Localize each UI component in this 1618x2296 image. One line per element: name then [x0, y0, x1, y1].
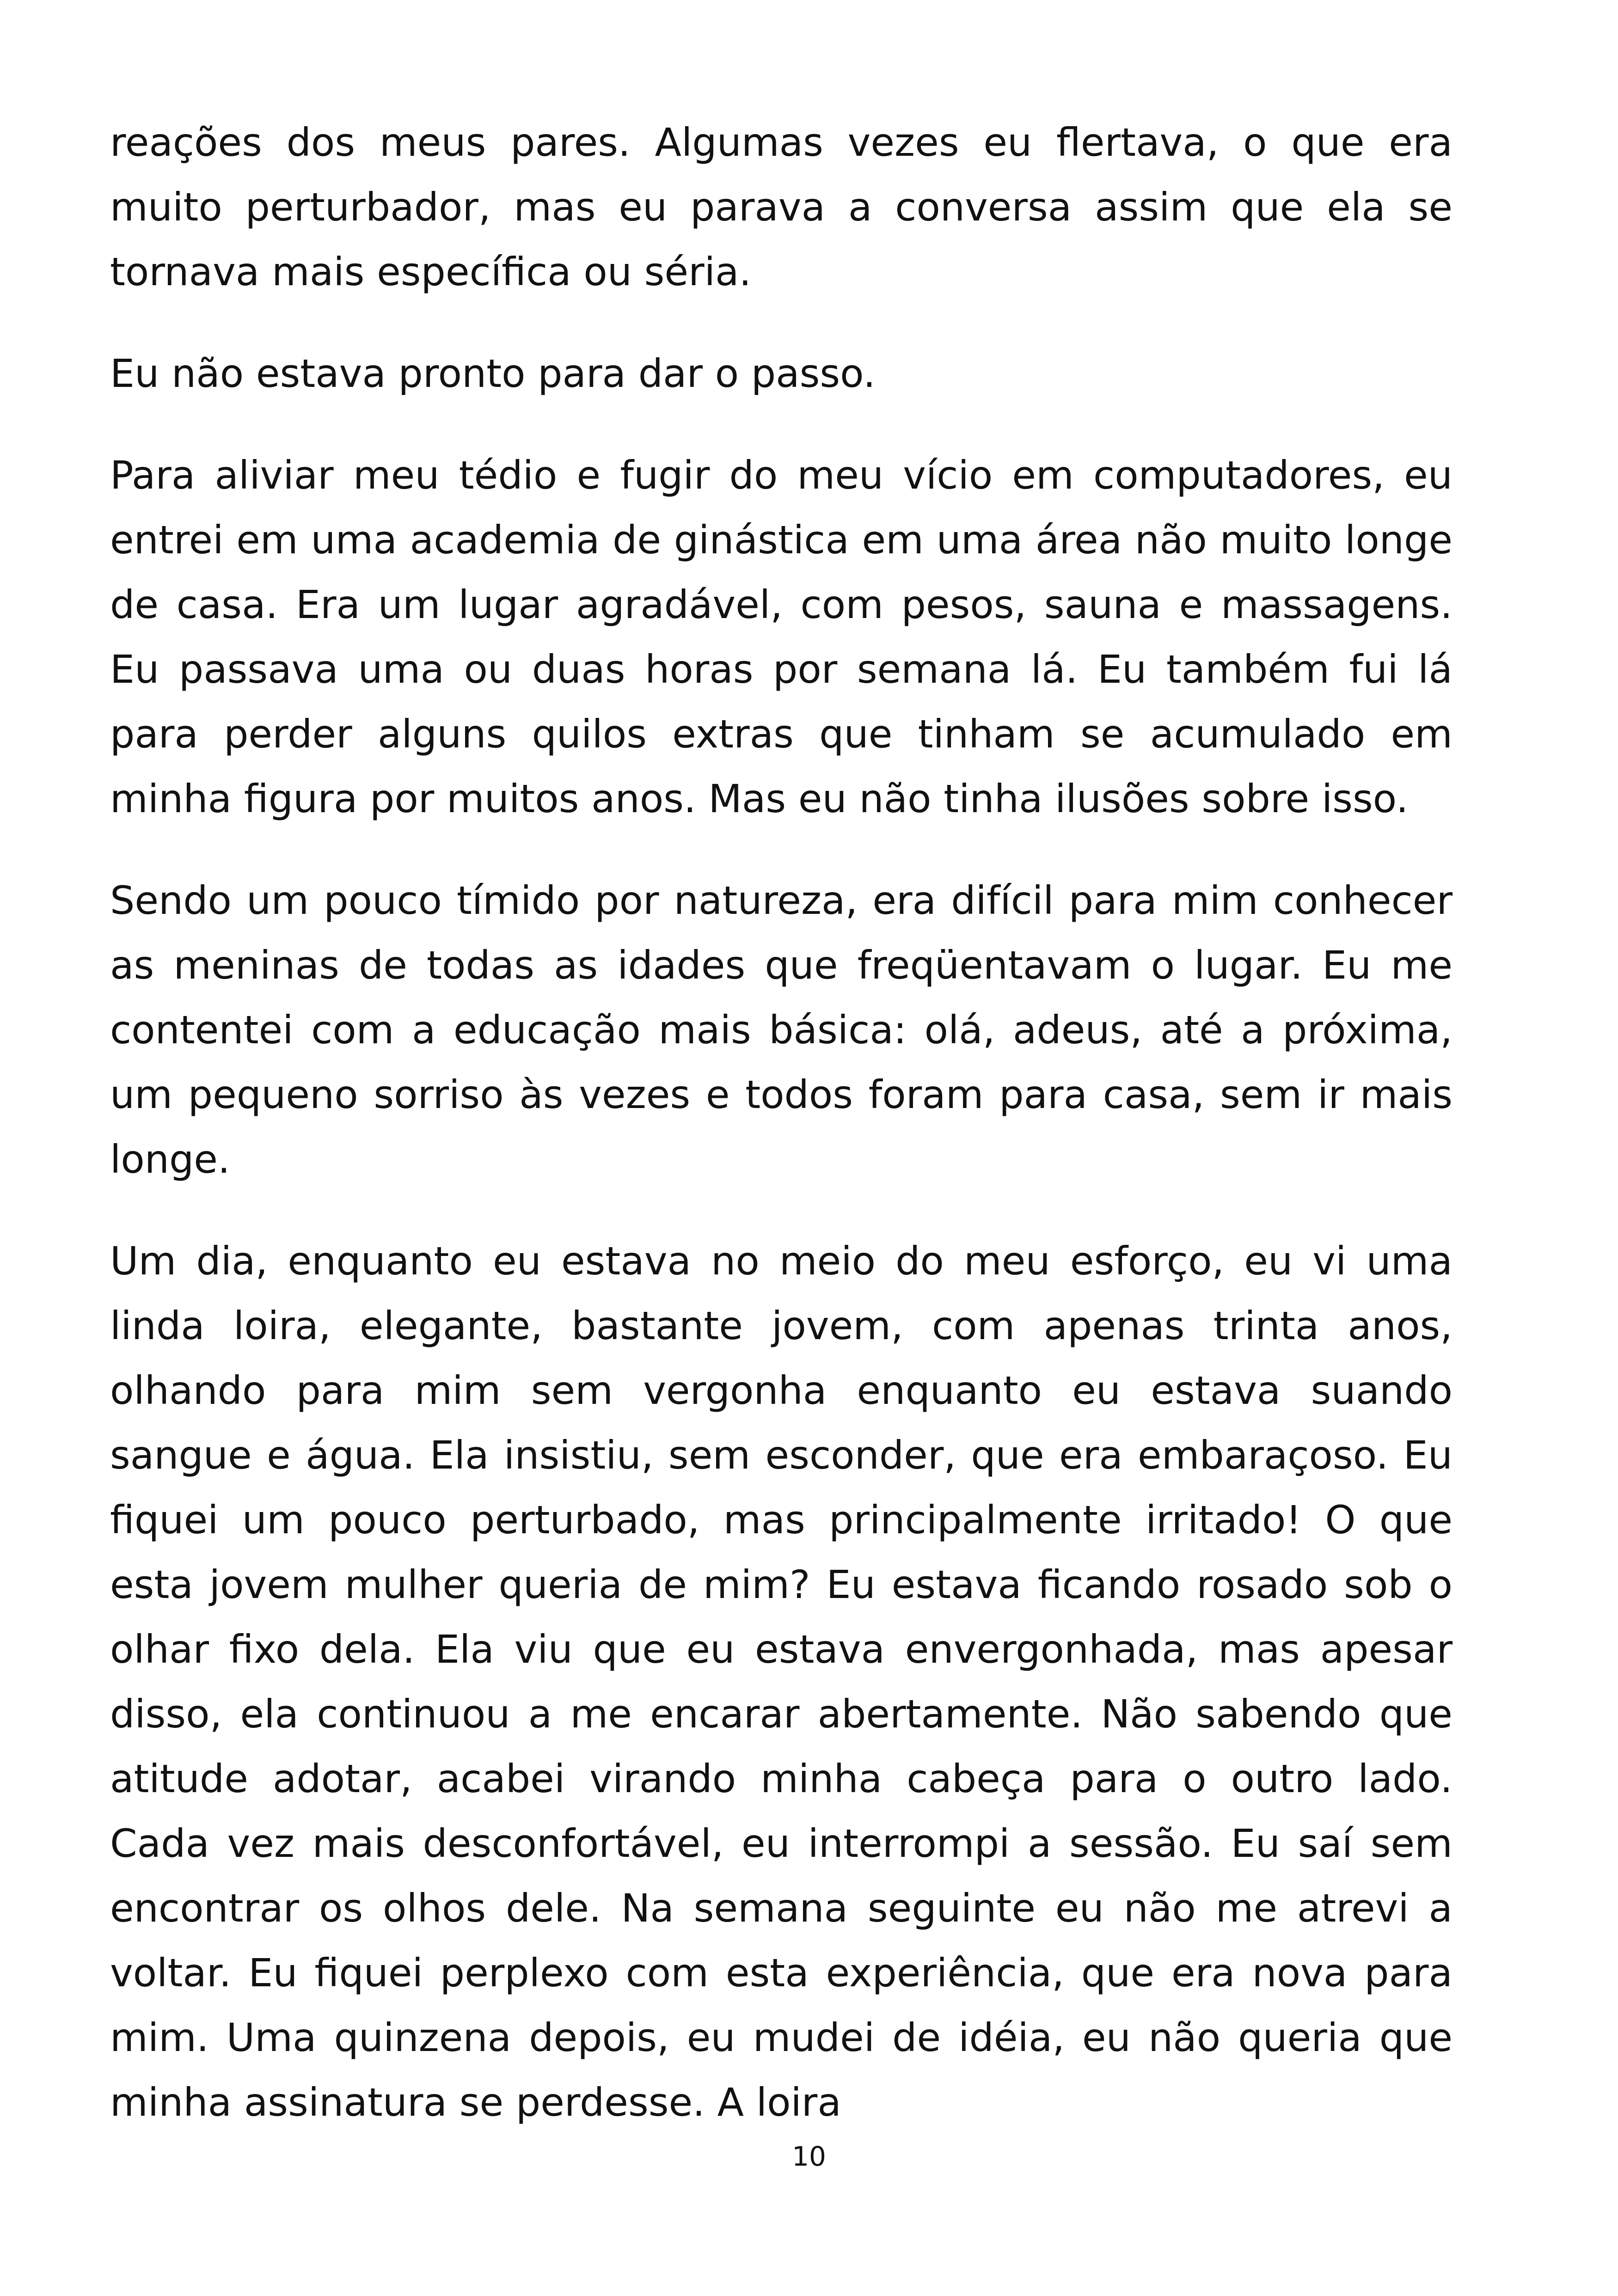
paragraph-5: Um dia, enquanto eu estava no meio do meu esforço, eu vi uma linda loira, elegante, bastante jovem, com apenas trinta anos, olhando para mim sem vergonha enquanto eu estava suando sangue e água. Ela insistiu, sem esconder, que era embaraçoso. Eu fiquei um pouco perturbado, mas principalmente irritado! O que esta jovem mulher queria de mim? Eu estava ficando rosado sob o olhar fixo dela. Ela viu que eu estava envergonhada, mas apesar disso, ela continuou a me encarar abertamente. Não sabendo que atitude adotar, acabei virando minha cabeça para o outro lado. Cada vez mais desconfortável, eu interrompi a sessão. Eu saí sem encontrar os olhos dele. Na semana seguinte eu não me atrevi a voltar. Eu fiquei perplexo com esta experiência, que era nova para mim. Uma quinzena depois, eu mudei de idéia, eu não queria que minha assinatura se perdesse. A loira — [110, 1238, 1453, 2125]
body-text — [110, 110, 1453, 2172]
page-number: 10 — [792, 2141, 826, 2172]
paragraph-2: Eu não estava pronto para dar o passo. — [110, 351, 876, 396]
paragraph-1: reações dos meus pares. Algumas vezes eu flertava, o que era muito perturbador, mas eu parava a conversa assim que ela se tornava mais específica ou séria. — [110, 120, 1453, 294]
paragraph-3: Para aliviar meu tédio e fugir do meu vício em computadores, eu entrei em uma academia de ginástica em uma área não muito longe de casa. Era um lugar agradável, com pesos, sauna e massagens. Eu passava uma ou duas horas por semana lá. Eu também fui lá para perder alguns quilos extras que tinham se acumulado em minha figura por muitos anos. Mas eu não tinha ilusões sobre isso. — [110, 453, 1453, 821]
paragraph-4: Sendo um pouco tímido por natureza, era difícil para mim conhecer as meninas de todas as idades que freqüentavam o lugar. Eu me contentei com a educação mais básica: olá, adeus, até a próxima, um pequeno sorriso às vezes e todos foram para casa, sem ir mais longe. — [110, 878, 1453, 1182]
